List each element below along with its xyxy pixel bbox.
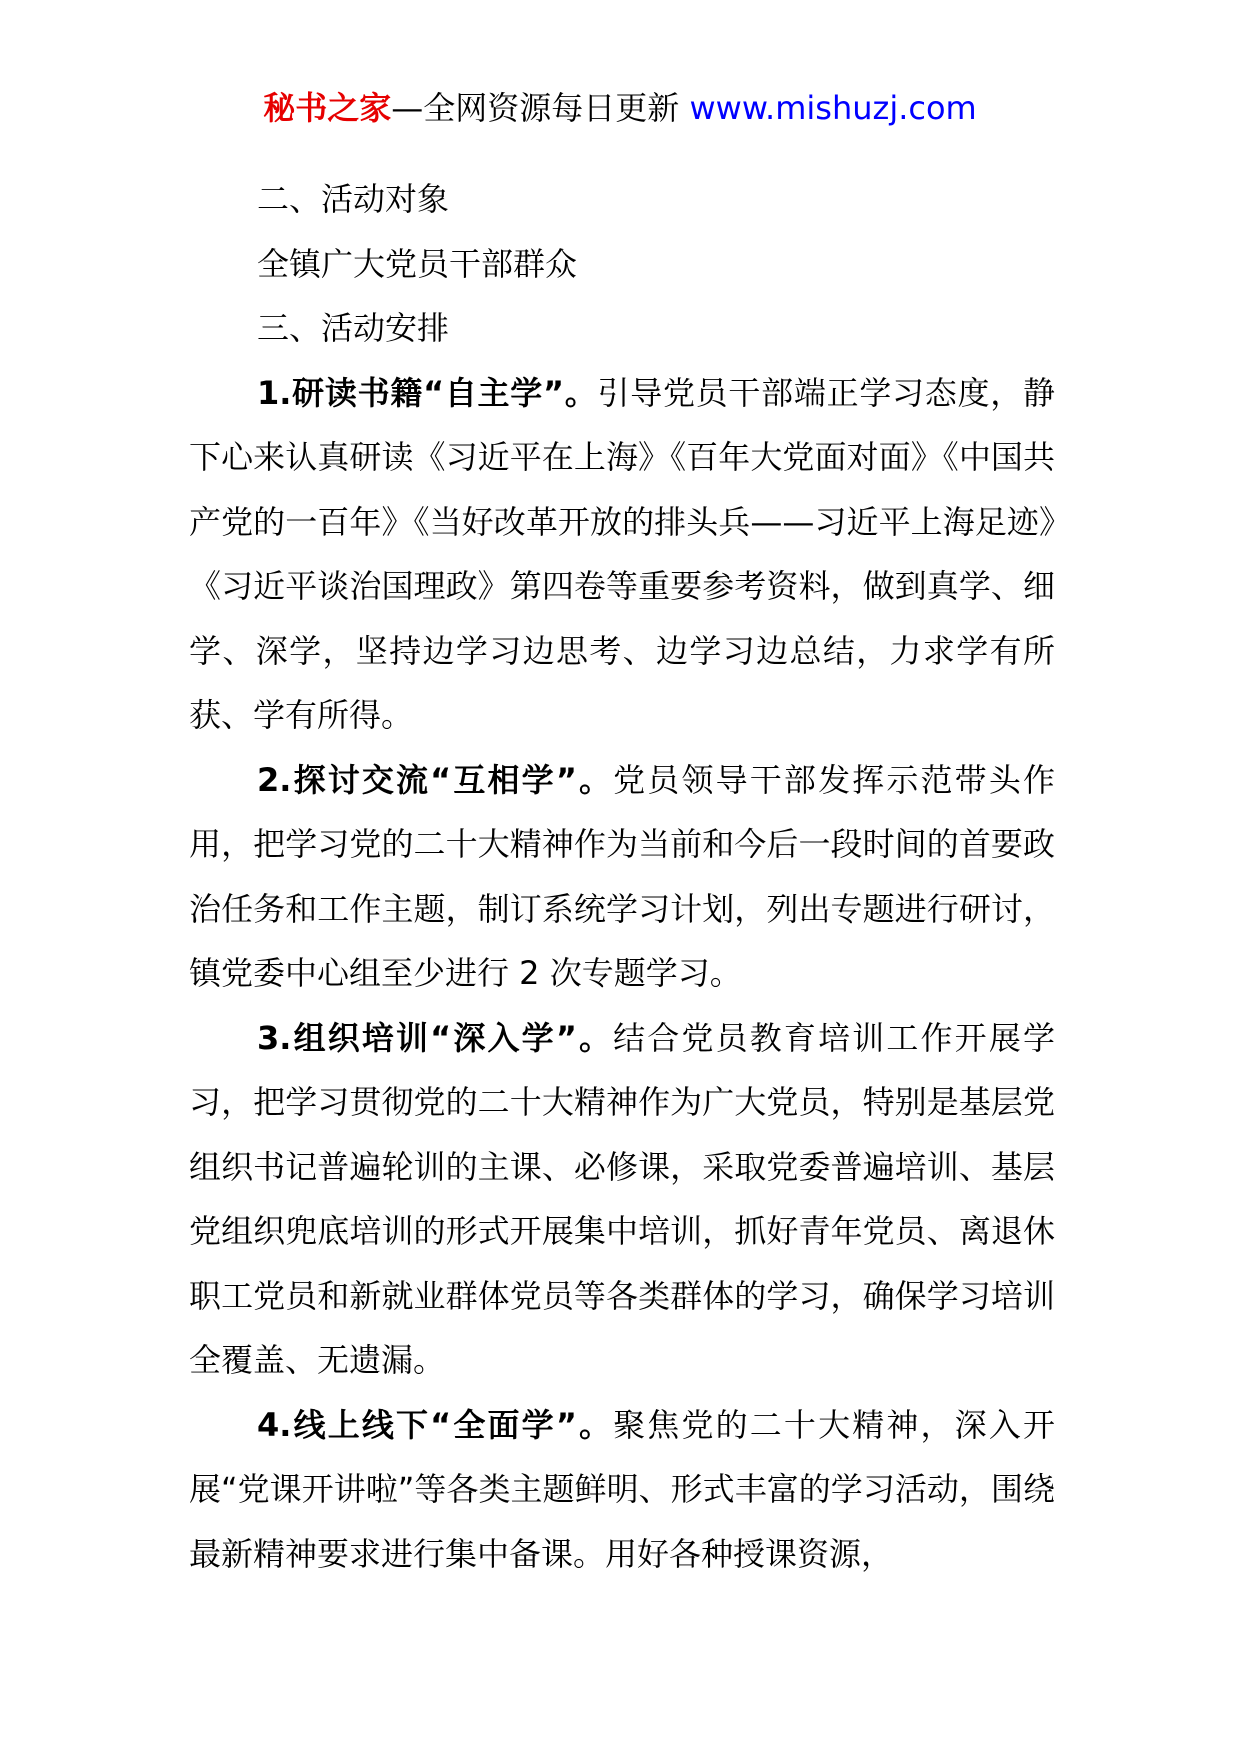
section-heading-targets: 二、活动对象: [257, 180, 450, 218]
page-header: [0, 86, 1240, 130]
header-url-link[interactable]: www.mishuzj.com: [689, 89, 977, 127]
document-body: [189, 167, 1055, 1586]
brand-name: 秘书之家: [263, 89, 392, 127]
item-2-text: 党员领导干部发挥示范带头作用，把学习党的二十大精神作为当前和今后一段时间的首要政治任务和工作主题，制订系统学习计划，列出专题进行研讨，镇党委中心组至少进行 2 次专题学习。: [189, 760, 1055, 992]
item-4-lead: 4.线上线下“全面学”。: [257, 1405, 614, 1444]
section-heading-arrangements: 三、活动安排: [257, 309, 450, 347]
paragraph-item-2: [189, 748, 1055, 1006]
item-1-text: 引导党员干部端正学习态度，静下心来认真研读《习近平在上海》《百年大党面对面》《中国共产党的一百年》《当好改革开放的排头兵——习近平上海足迹》《习近平谈治国理政》第四卷等重要参考资料，做到真学、细学、深学，坚持边学习边思考、边学习边总结，力求学有所获、学有所得。: [189, 373, 1055, 734]
item-3-text: 结合党员教育培训工作开展学习，把学习贯彻党的二十大精神作为广大党员，特别是基层党组织书记普遍轮训的主课、必修课，采取党委普遍培训、基层党组织兜底培训的形式开展集中培训，抓好青年党员、离退休职工党员和新就业群体党员等各类群体的学习，确保学习培训全覆盖、无遗漏。: [189, 1018, 1055, 1379]
item-1-lead: 1.研读书籍“自主学”。: [257, 373, 598, 412]
item-4-text: 聚焦党的二十大精神，深入开展“党课开讲啦”等各类主题鲜明、形式丰富的学习活动，围绕最新精神要求进行集中备课。用好各种授课资源，: [189, 1405, 1055, 1573]
paragraph-item-4: [189, 1393, 1055, 1587]
item-2-lead: 2.探讨交流“互相学”。: [257, 760, 614, 799]
paragraph-item-1: [189, 361, 1055, 748]
header-tagline: —全网资源每日更新: [391, 89, 680, 127]
section-text-targets: 全镇广大党员干部群众: [257, 244, 578, 283]
item-3-lead: 3.组织培训“深入学”。: [257, 1018, 614, 1057]
paragraph-item-3: [189, 1006, 1055, 1393]
